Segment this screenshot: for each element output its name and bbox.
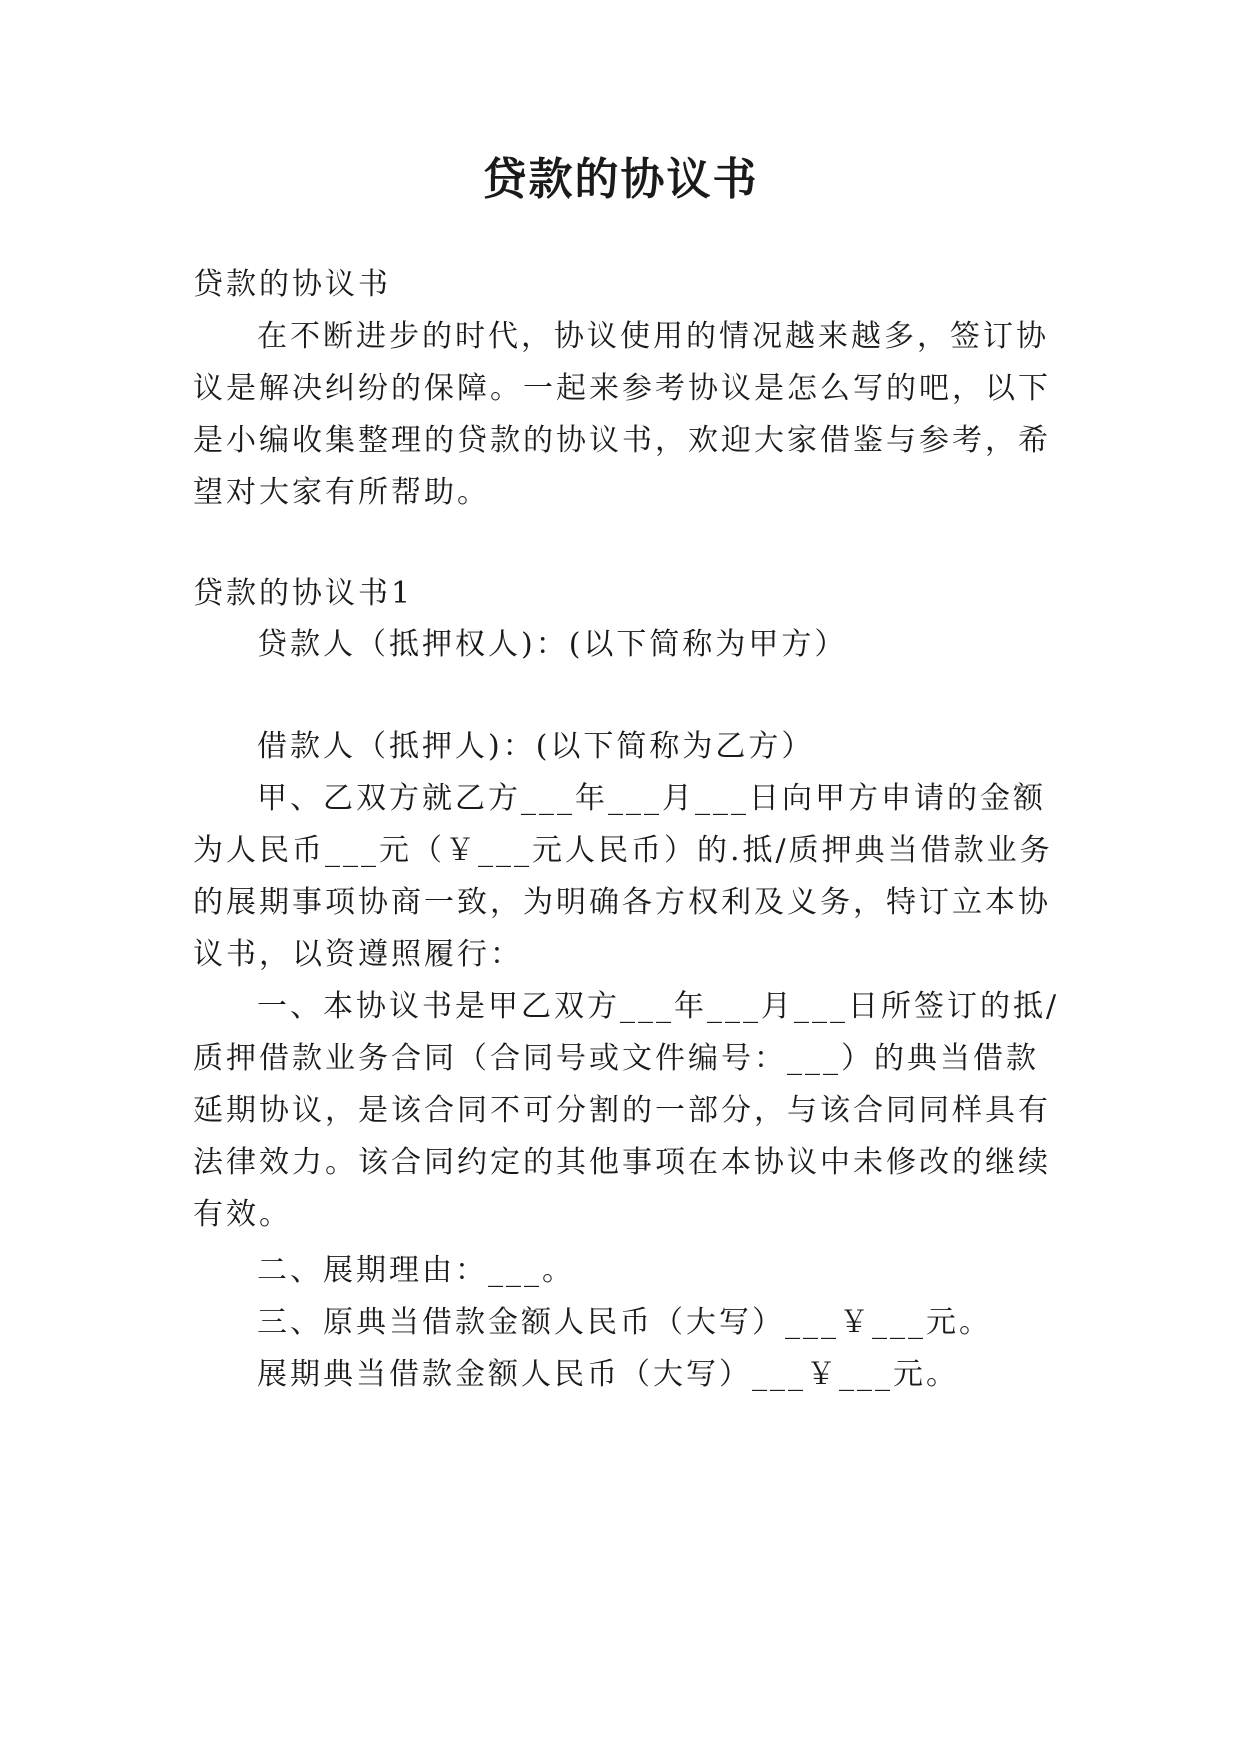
lender-line: 贷款人（抵押权人)：(以下简称为甲方） (257, 627, 848, 662)
intro-paragraph-line: 是小编收集整理的贷款的协议书，欢迎大家借鉴与参考，希 (193, 423, 1051, 458)
intro-paragraph-line: 议是解决纠纷的保障。一起来参考协议是怎么写的吧，以下 (193, 371, 1051, 406)
clause-one-line: 有效。 (193, 1197, 292, 1232)
clause-one-line: 一、本协议书是甲乙双方___年___月___日所签订的抵/ (257, 989, 1060, 1024)
clause-three-line: 三、原典当借款金额人民币（大写）___￥___元。 (257, 1305, 992, 1340)
clause-paragraph-line: 的展期事项协商一致，为明确各方权利及义务，特订立本协 (193, 885, 1051, 920)
intro-paragraph-line: 望对大家有所帮助。 (193, 475, 490, 510)
clause-one-line: 质押借款业务合同（合同号或文件编号：___）的典当借款 (193, 1041, 1039, 1076)
clause-paragraph-line: 为人民币___元（￥___元人民币）的.抵/质押典当借款业务 (193, 833, 1053, 868)
intro-paragraph-line: 在不断进步的时代，协议使用的情况越来越多，签订协 (257, 319, 1049, 354)
clause-one-line: 延期协议，是该合同不可分割的一部分，与该合同同样具有 (193, 1093, 1051, 1128)
borrower-line: 借款人（抵押人)：(以下简称为乙方） (257, 729, 815, 764)
clause-one-line: 法律效力。该合同约定的其他事项在本协议中未修改的继续 (193, 1145, 1051, 1180)
clause-paragraph-line: 甲、乙双方就乙方___年___月___日向甲方申请的金额 (257, 781, 1046, 816)
agreement-heading: 贷款的协议书1 (193, 576, 414, 611)
section-heading: 贷款的协议书 (193, 267, 391, 302)
clause-paragraph-line: 议书，以资遵照履行： (193, 937, 523, 972)
extension-amount-line: 展期典当借款金额人民币（大写）___￥___元。 (257, 1357, 959, 1392)
document-title: 贷款的协议书 (482, 154, 759, 205)
clause-two-line: 二、展期理由：___。 (257, 1253, 575, 1288)
